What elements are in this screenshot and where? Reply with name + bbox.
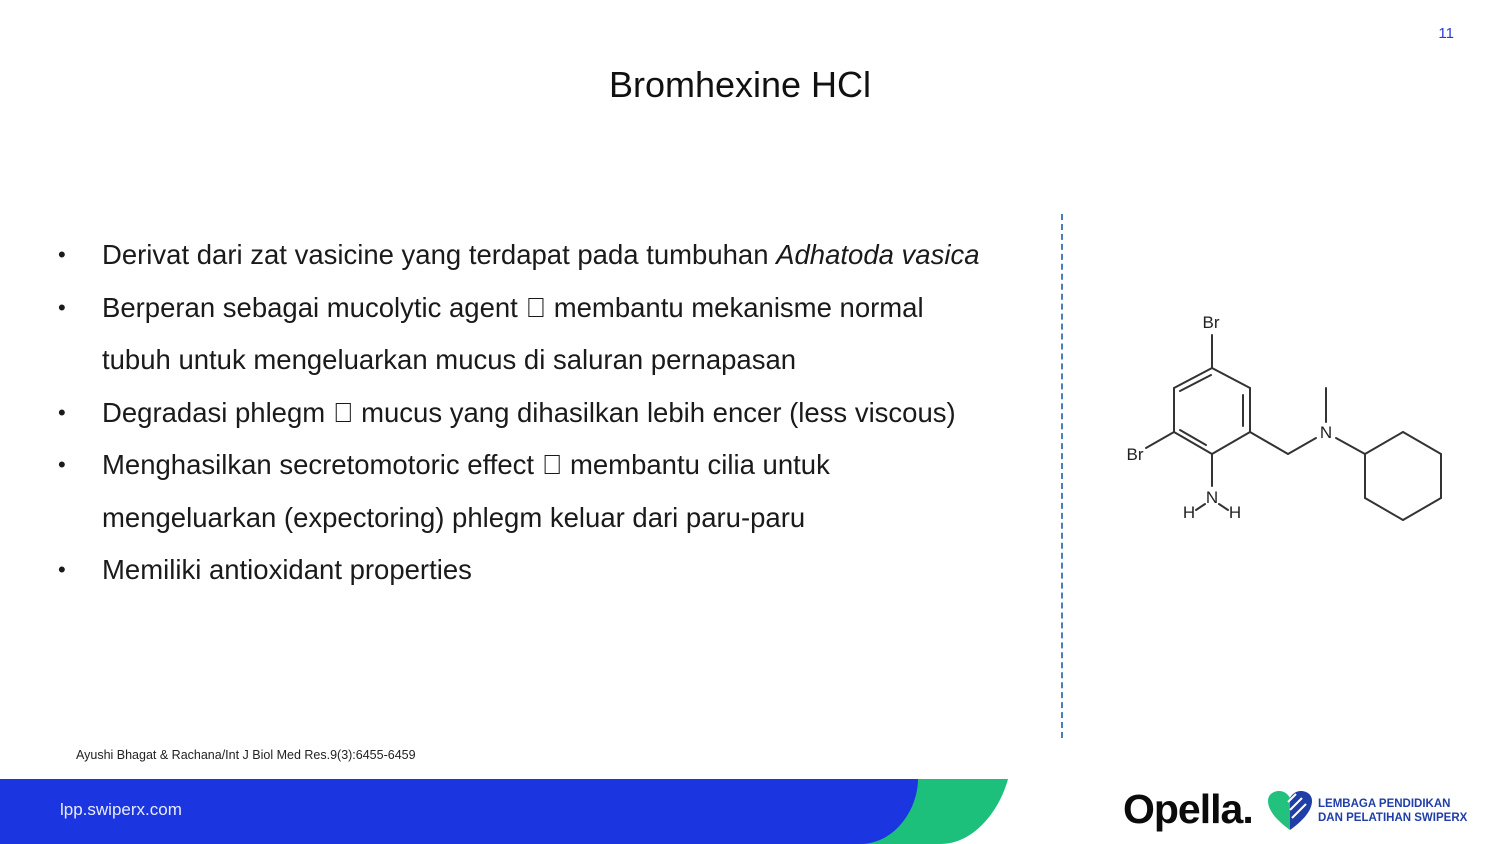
- bullet-text: Degradasi phlegm mucus yang dihasilkan lebih encer (less viscous): [102, 396, 928, 428]
- partner-line-1: LEMBAGA PENDIDIKAN: [1318, 798, 1451, 810]
- dashed-divider: [1061, 214, 1063, 738]
- bond: [1403, 432, 1441, 454]
- bullet-text: Memiliki antioxidant properties: [102, 554, 472, 585]
- opella-logo: Opella.: [1123, 786, 1253, 832]
- bond: [1336, 438, 1365, 454]
- footer-url-link[interactable]: lpp.swiperx.com: [60, 800, 182, 819]
- slide-title: Bromhexine HCl: [608, 64, 872, 105]
- bond: [1288, 438, 1316, 454]
- bullet-item: [58, 544, 998, 597]
- atom-label-br-top: Br: [1202, 313, 1220, 332]
- bullet-dot: •: [58, 242, 66, 267]
- partner-line-2: DAN PELATIHAN SWIPERX: [1318, 812, 1468, 824]
- heart-logo-icon: [1266, 790, 1314, 832]
- bond: [1365, 432, 1403, 454]
- bond: [1250, 432, 1288, 454]
- bullet-item: [58, 439, 998, 544]
- bond: [1219, 504, 1228, 510]
- page-number: 11: [1438, 25, 1454, 42]
- citation: Ayushi Bhagat & Rachana/Int J Biol Med Res.9(3):6455-6459: [76, 748, 416, 762]
- bullet-list: [58, 229, 998, 597]
- bullet-dot: •: [58, 399, 66, 425]
- partner-logo-text: [1318, 797, 1467, 825]
- atom-label-br-left: Br: [1126, 445, 1144, 464]
- bullet-text: Berperan sebagai mucolytic agent membantu mekanisme normal tubuh untuk mengeluarkan mucus di saluran pernapasan: [102, 291, 972, 375]
- bullet-text-italic: Adhatoda vasica: [776, 239, 980, 270]
- atom-label-h-left: H: [1182, 503, 1196, 522]
- bullet-item: [58, 387, 998, 440]
- bond: [1174, 432, 1212, 454]
- bullet-dot: •: [58, 452, 66, 477]
- bond: [1212, 368, 1250, 388]
- bond: [1212, 432, 1250, 454]
- bullet-dot: •: [58, 557, 66, 582]
- bullet-item: [58, 229, 998, 282]
- bond: [1146, 432, 1174, 448]
- bond: [1403, 498, 1441, 520]
- bullet-dot: •: [58, 294, 66, 320]
- bromhexine-structure: [1110, 300, 1460, 540]
- atom-label-n-methyl: N: [1319, 423, 1333, 442]
- bond: [1196, 504, 1205, 510]
- bullet-item: [58, 282, 998, 387]
- bullet-text: Menghasilkan secretomotoric effect membantu cilia untuk mengeluarkan (expectoring) phlegm keluar dari paru-paru: [102, 449, 984, 533]
- bullet-text: Derivat dari zat vasicine yang terdapat pada tumbuhan: [102, 239, 777, 270]
- bond: [1365, 498, 1403, 520]
- atom-label-n-amine: N: [1205, 488, 1219, 507]
- atom-label-h-right: H: [1228, 503, 1242, 522]
